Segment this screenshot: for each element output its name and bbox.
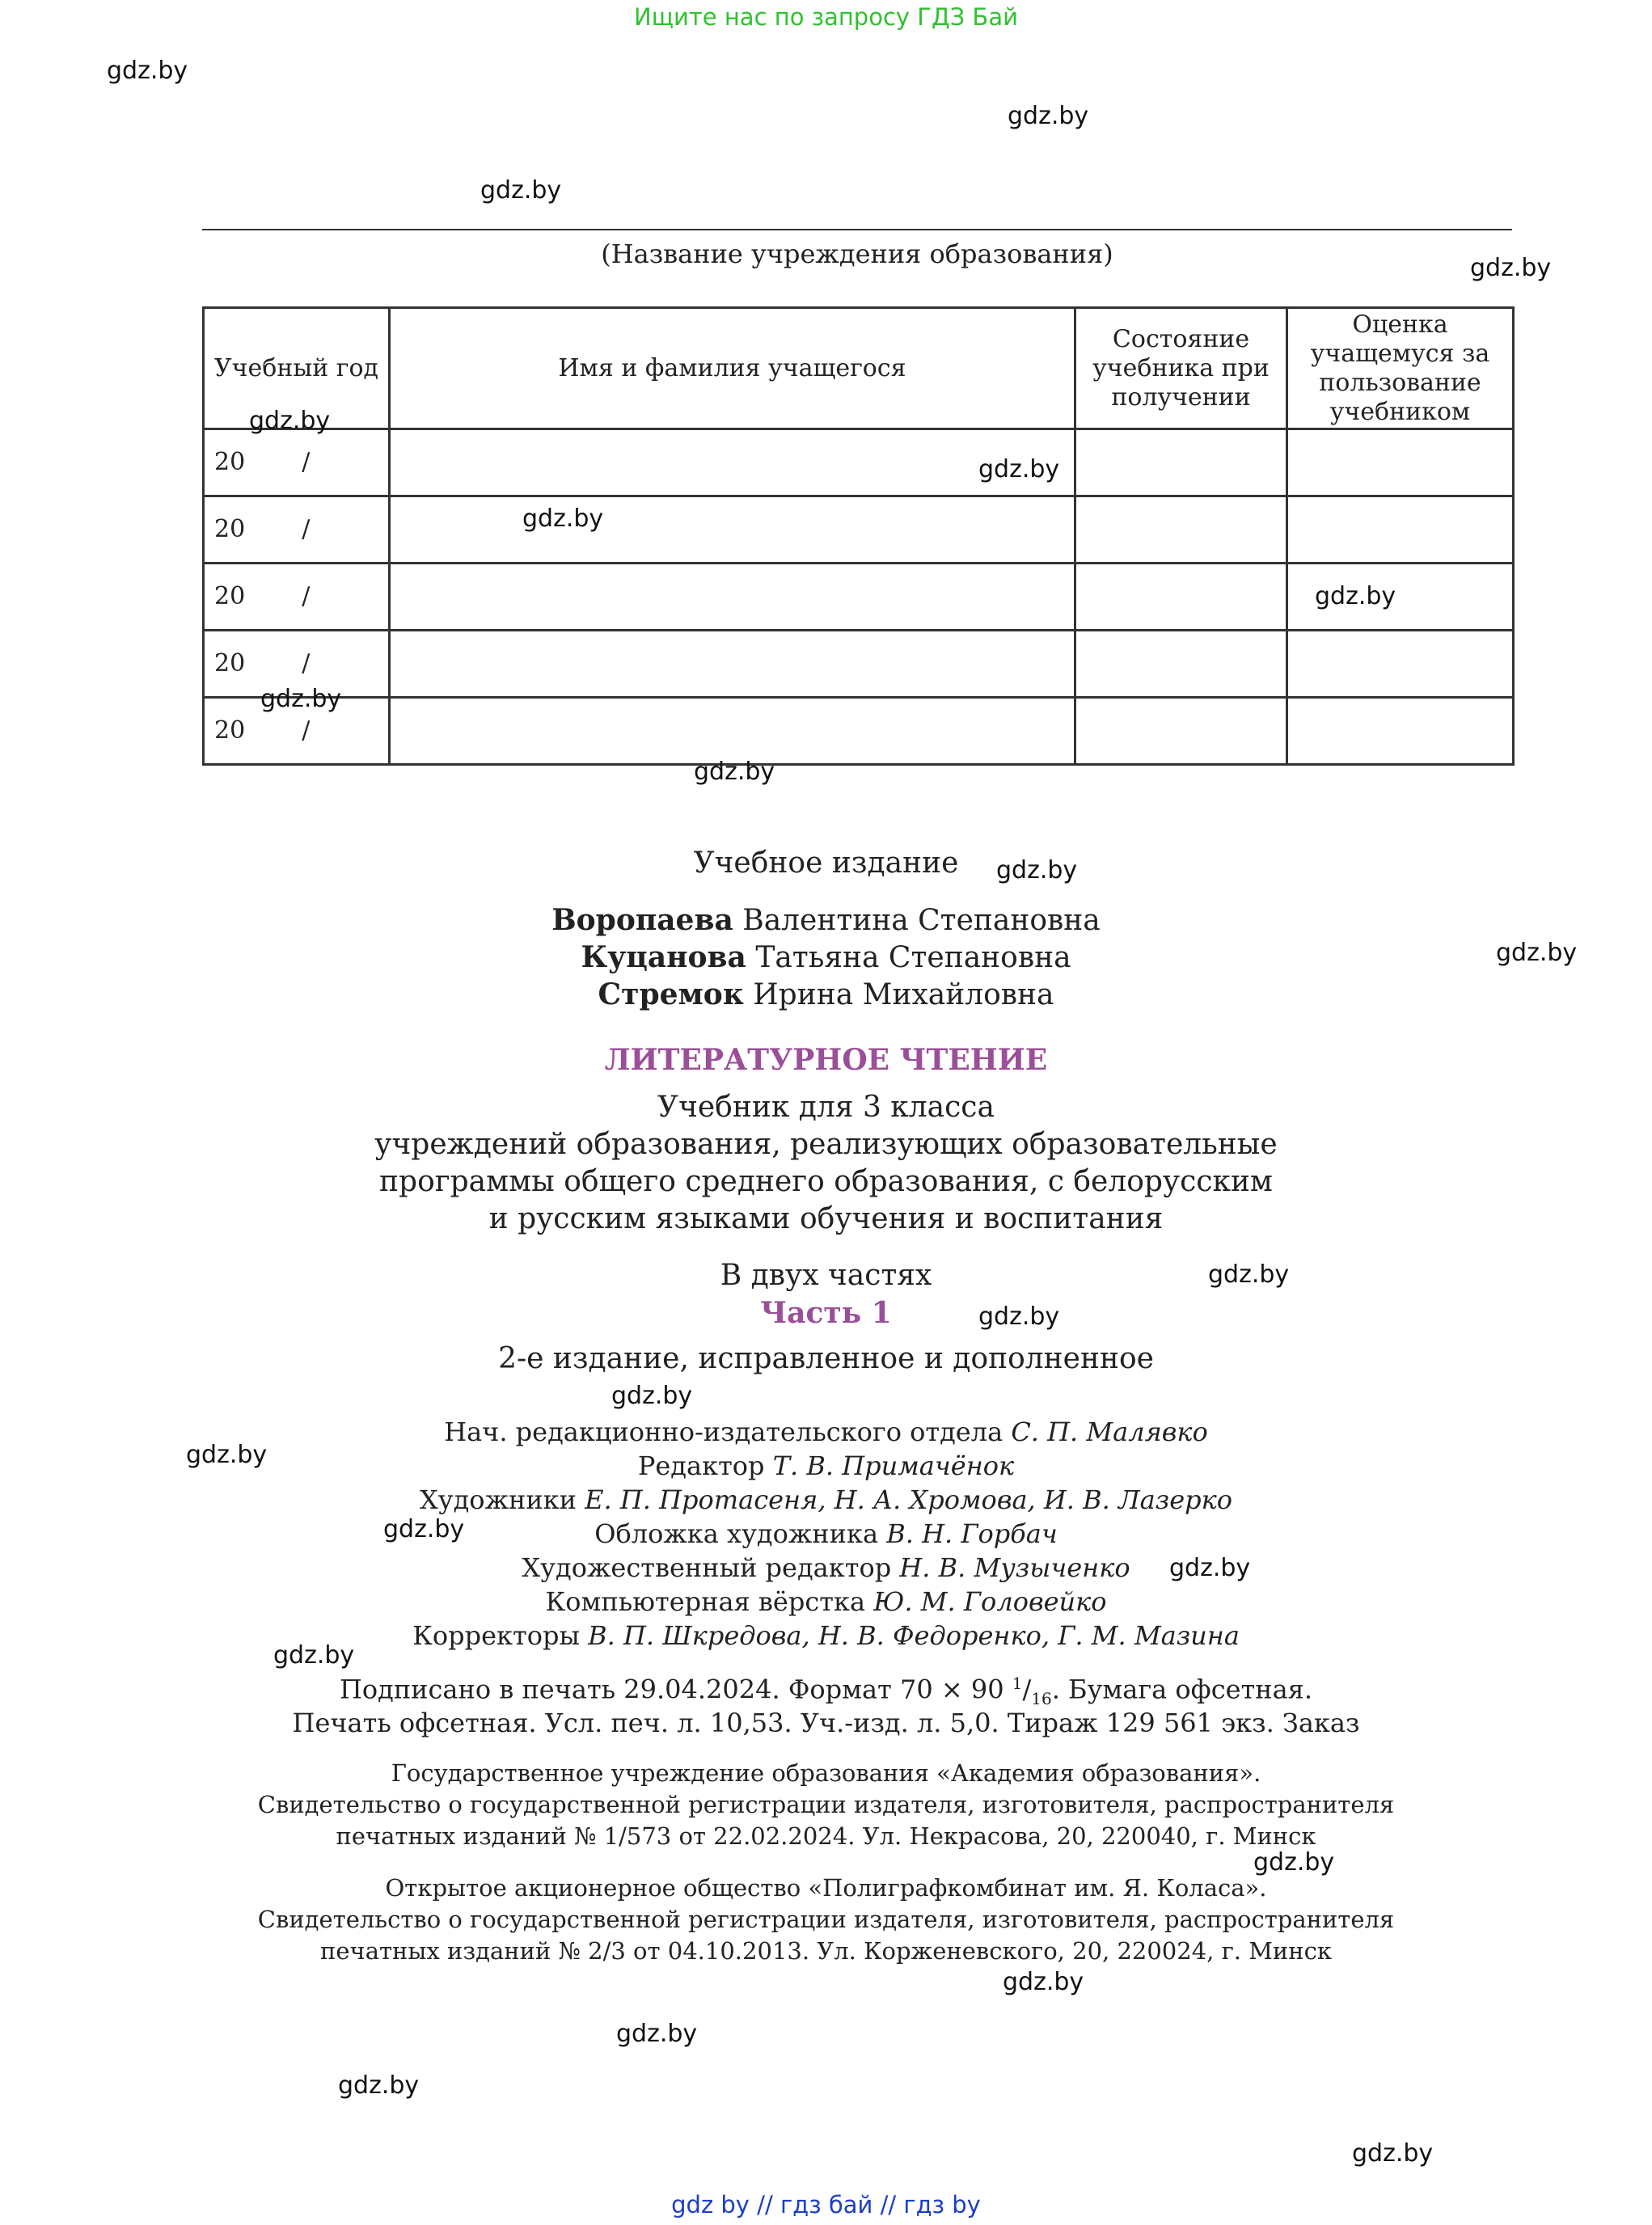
subtitle-line: учреждений образования, реализующих образовательные [374,1128,1278,1161]
print-info-line: Печать офсетная. Усл. печ. л. 10,53. Уч.-изд. л. 5,0. Тираж 129 561 экз. Заказ [292,1708,1360,1738]
table-row [204,698,1514,765]
book-title: ЛИТЕРАТУРНОЕ ЧТЕНИЕ [604,1043,1048,1077]
year-cell: 20 / [204,564,390,631]
part-label: Часть 1 [760,1296,892,1330]
watermark: gdz.by [249,407,331,435]
condition-cell [1075,564,1287,631]
printer-line: печатных изданий № 2/3 от 04.10.2013. Ул. Корженевского, 20, 220024, г. Минск [320,1937,1332,1965]
watermark: gdz.by [1352,2139,1434,2168]
bottom-links[interactable]: gdz by // гдз бай // гдз by [671,2191,981,2219]
condition-cell [1075,698,1287,765]
year-cell: 20 / [204,698,390,765]
credit-line: Художественный редактор Н. В. Музыченко [522,1552,1130,1583]
author-line: Воропаева Валентина Степановна [551,903,1101,937]
condition-cell [1075,496,1287,564]
name-cell [390,564,1075,631]
publisher-line: печатных изданий № 1/573 от 22.02.2024. Ул. Некрасова, 20, 220040, г. Минск [336,1822,1316,1850]
year-cell: 20 / [204,429,390,496]
subtitle-line: программы общего среднего образования, с белорусским [379,1165,1273,1198]
watermark: gdz.by [273,1641,355,1670]
edition-note: 2-е издание, исправленное и дополненное [498,1342,1154,1375]
watermark: gdz.by [522,505,604,533]
name-cell [390,698,1075,765]
credit-line: Компьютерная вёрстка Ю. М. Головейко [545,1586,1107,1617]
header-year: Учебный год [204,308,390,429]
watermark: gdz.by [1169,1554,1251,1582]
credit-line: Редактор Т. В. Примачёнок [637,1450,1015,1481]
watermark: gdz.by [1496,939,1578,967]
author-line: Стремок Ирина Михайловна [598,977,1054,1011]
name-cell [390,429,1075,496]
watermark: gdz.by [978,1302,1060,1331]
textbook-register-table [202,306,1515,766]
watermark: gdz.by [1003,1968,1084,1996]
print-info-line: Подписано в печать 29.04.2024. Формат 70 × 90 $^1/_{16}$. Бумага офсетная. [339,1674,1313,1709]
edition-type: Учебное издание [693,847,959,880]
header-condition: Состояние учебника при получении [1075,308,1287,429]
year-cell: 20 / [204,631,390,698]
grade-cell [1287,631,1514,698]
publisher-line: Свидетельство о государственной регистрации издателя, изготовителя, распространителя [257,1791,1395,1818]
table-header-row [204,308,1514,429]
watermark: gdz.by [480,176,562,205]
grade-cell [1287,496,1514,564]
watermark: gdz.by [1253,1848,1335,1877]
institution-rule [202,229,1512,230]
name-cell [390,631,1075,698]
grade-cell [1287,429,1514,496]
subtitle-line: и русским языками обучения и воспитания [488,1202,1164,1235]
top-banner[interactable]: Ищите нас по запросу ГДЗ Бай [634,3,1018,31]
table-row [204,496,1514,564]
credit-line: Корректоры В. П. Шкредова, Н. В. Федоренко, Г. М. Мазина [412,1620,1240,1651]
watermark: gdz.by [186,1441,268,1469]
watermark: gdz.by [1008,102,1089,130]
watermark: gdz.by [694,758,775,786]
credit-line: Художники Е. П. Протасеня, Н. А. Хромова, И. В. Лазерко [419,1484,1232,1515]
credit-line: Нач. редакционно-издательского отдела С. П. Малявко [444,1416,1208,1447]
year-cell: 20 / [204,496,390,564]
watermark: gdz.by [338,2071,420,2100]
table-row [204,631,1514,698]
header-grade: Оценка учащемуся за пользование учебником [1287,308,1514,429]
institution-caption: (Название учреждения образования) [601,239,1113,269]
watermark: gdz.by [1315,582,1396,610]
condition-cell [1075,631,1287,698]
grade-cell [1287,698,1514,765]
watermark: gdz.by [1208,1260,1290,1289]
watermark: gdz.by [260,685,342,713]
author-line: Куцанова Татьяна Степановна [581,940,1071,974]
watermark: gdz.by [616,2020,698,2048]
condition-cell [1075,429,1287,496]
watermark: gdz.by [611,1382,693,1410]
printer-line: Свидетельство о государственной регистрации издателя, изготовителя, распространителя [257,1906,1395,1933]
watermark: gdz.by [996,856,1078,885]
parts-note: В двух частях [720,1259,932,1292]
watermark: gdz.by [978,455,1060,483]
publisher-line: Государственное учреждение образования «Академия образования». [391,1759,1261,1787]
name-cell [390,496,1075,564]
watermark: gdz.by [383,1515,465,1543]
watermark: gdz.by [1470,254,1552,282]
watermark: gdz.by [107,57,188,85]
subtitle-line: Учебник для 3 класса [657,1091,995,1124]
credit-line: Обложка художника В. Н. Горбач [594,1518,1058,1549]
header-student-name: Имя и фамилия учащегося [390,308,1075,429]
table-row [204,429,1514,496]
printer-line: Открытое акционерное общество «Полиграфкомбинат им. Я. Коласа». [385,1874,1267,1902]
